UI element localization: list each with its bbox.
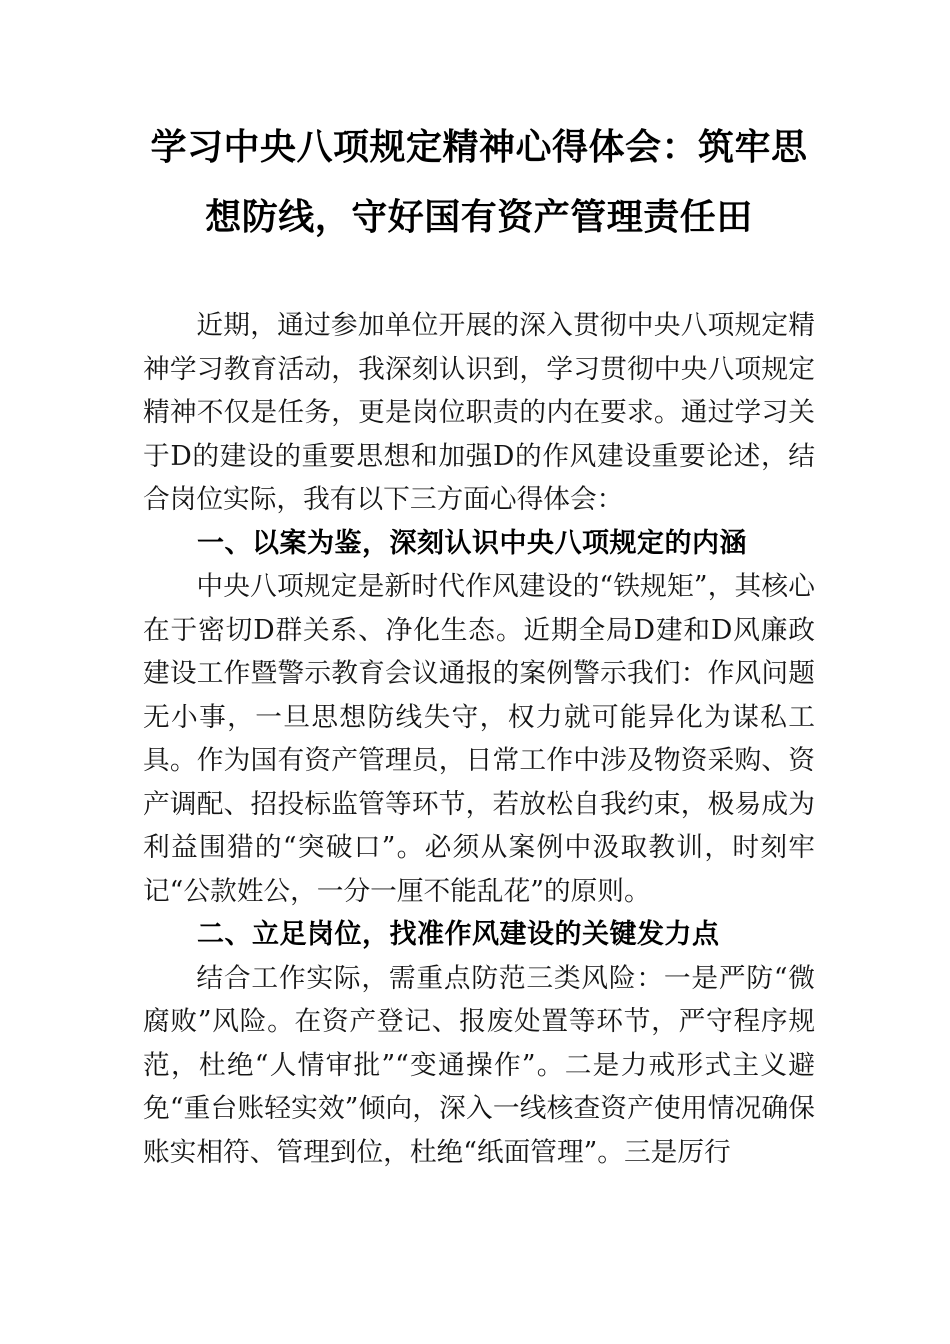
document-title: 学习中央八项规定精神心得体会：筑牢思想防线，守好国有资产管理责任田 bbox=[150, 126, 808, 238]
section-1-paragraph: 中央八项规定是新时代作风建设的“铁规矩”，其核心在于密切D群关系、净化生态。近期全局D建和D风廉政建设工作暨警示教育会议通报的案例警示我们：作风问题无小事，一旦思想防线失守，权力就可能异化为谋私工具。作为国有资产管理员，日常工作中涉及物资采购、资产调配、招投标监管等环节，若放松自我约束，极易成为利益围猎的“突破口”。必须从案例中汲取教训，时刻牢记“公款姓公，一分一厘不能乱花”的原则。 bbox=[143, 571, 815, 907]
intro-paragraph: 近期，通过参加单位开展的深入贯彻中央八项规定精神学习教育活动，我深刻认识到，学习贯彻中央八项规定精神不仅是任务，更是岗位职责的内在要求。通过学习关于D的建设的重要思想和加强D的作风建设重要论述，结合岗位实际，我有以下三方面心得体会： bbox=[143, 310, 815, 515]
section-2-paragraph: 结合工作实际，需重点防范三类风险：一是严防“微腐败”风险。在资产登记、报废处置等环节，严守程序规范，杜绝“人情审批”“变通操作”。二是力戒形式主义避免“重台账轻实效”倾向，深入一线核查资产使用情况确保账实相符、管理到位，杜绝“纸面管理”。三是厉行 bbox=[143, 962, 815, 1168]
document-body bbox=[143, 304, 815, 1174]
section-1-heading: 一、以案为鉴，深刻认识中央八项规定的内涵 bbox=[197, 527, 747, 559]
section-2-heading: 二、立足岗位，找准作风建设的关键发力点 bbox=[197, 919, 720, 950]
